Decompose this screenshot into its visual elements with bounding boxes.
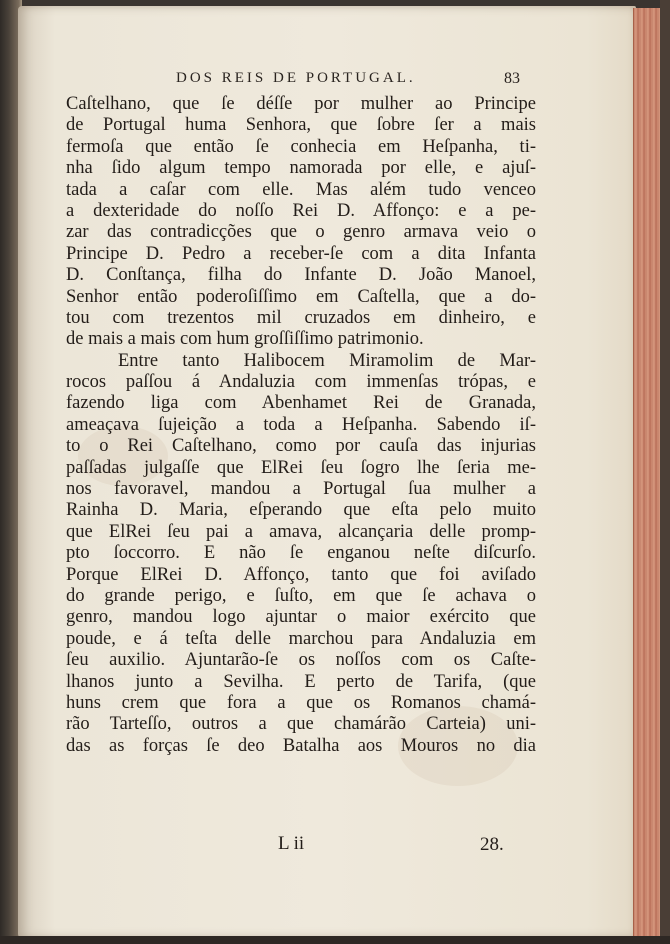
text-line: do grande perigo, e ſuſto, em que ſe achava o (66, 585, 536, 606)
text-line: nos favoravel, mandou a Portugal ſua mulher a (66, 479, 536, 500)
text-line: rocos paſſou á Andaluzia com immenſas trópas, e (66, 372, 536, 393)
page-number: 83 (504, 70, 520, 87)
text-line: fermoſa que então ſe conhecia em Heſpanha, ti- (66, 136, 536, 157)
text-line: rão Tarteſſo, outros a que chamárão Carteia) uni- (66, 714, 536, 735)
text-line: tou com trezentos mil cruzados em dinheiro, e (66, 307, 536, 328)
text-line: paſſadas julgaſſe que ElRei ſeu ſogro lhe ſeria me- (66, 457, 536, 478)
text-line: fazendo liga com Abenhamet Rei de Granada, (66, 393, 536, 414)
text-line: de Portugal huma Senhora, que ſobre ſer a mais (66, 115, 536, 136)
text-line: Rainha D. Maria, eſperando que eſta pelo muito (66, 500, 536, 521)
text-line: a dexteridade do noſſo Rei D. Affonço: e a pe- (66, 200, 536, 221)
text-line: nha ſido algum tempo namorada por elle, e ajuſ- (66, 158, 536, 179)
text-line: poude, e á teſta delle marchou para Andaluzia em (66, 628, 536, 649)
body-text (66, 94, 536, 757)
text-line: ſeu auxilio. Ajuntarão-ſe os noſſos com os Caſte- (66, 650, 536, 671)
text-line: zar das contradicções que o genro armava veio o (66, 222, 536, 243)
text-line: to o Rei Caſtelhano, como por cauſa das injurias (66, 436, 536, 457)
text-line: tada a caſar com elle. Mas além tudo venceo (66, 179, 536, 200)
catchword: 28. (480, 834, 504, 855)
text-line: Caſtelhano, que ſe déſſe por mulher ao Principe (66, 94, 536, 114)
text-line: pto ſoccorro. E não ſe enganou neſte diſcurſo. (66, 543, 536, 564)
text-line: genro, mandou logo ajuntar o maior exército que (66, 607, 536, 628)
text-line: ameaçava ſujeição a toda a Heſpanha. Sabendo iſ- (66, 414, 536, 435)
text-line: lhanos junto a Sevilha. E perto de Tarifa, (que (66, 671, 536, 692)
signature-mark: L ii (278, 833, 305, 854)
text-line: Senhor então poderoſiſſimo em Caſtella, que a do- (66, 286, 536, 307)
text-line: das as forças ſe deo Batalha aos Mouros no dia (66, 735, 536, 756)
text-line: que ElRei ſeu pai a amava, alcançaria delle promp- (66, 521, 536, 542)
text-line-paragraph-start: Entre tanto Halibocem Miramolim de Mar- (118, 350, 536, 371)
text-line: D. Conſtança, filha do Infante D. João Manoel, (66, 265, 536, 286)
text-line: Principe D. Pedro a receber-ſe com a dita Infanta (66, 243, 536, 264)
page-fore-edge (633, 8, 662, 936)
text-line: de mais a mais com hum groſſiſſimo patrimonio. (66, 329, 424, 350)
text-line: Porque ElRei D. Affonço, tanto que foi aviſado (66, 564, 536, 585)
running-head: DOS REIS DE PORTUGAL. (176, 70, 416, 86)
text-line: huns crem que fora a que os Romanos chamá- (66, 692, 536, 713)
bottom-shadow (0, 936, 670, 944)
cover-edge (660, 0, 670, 944)
